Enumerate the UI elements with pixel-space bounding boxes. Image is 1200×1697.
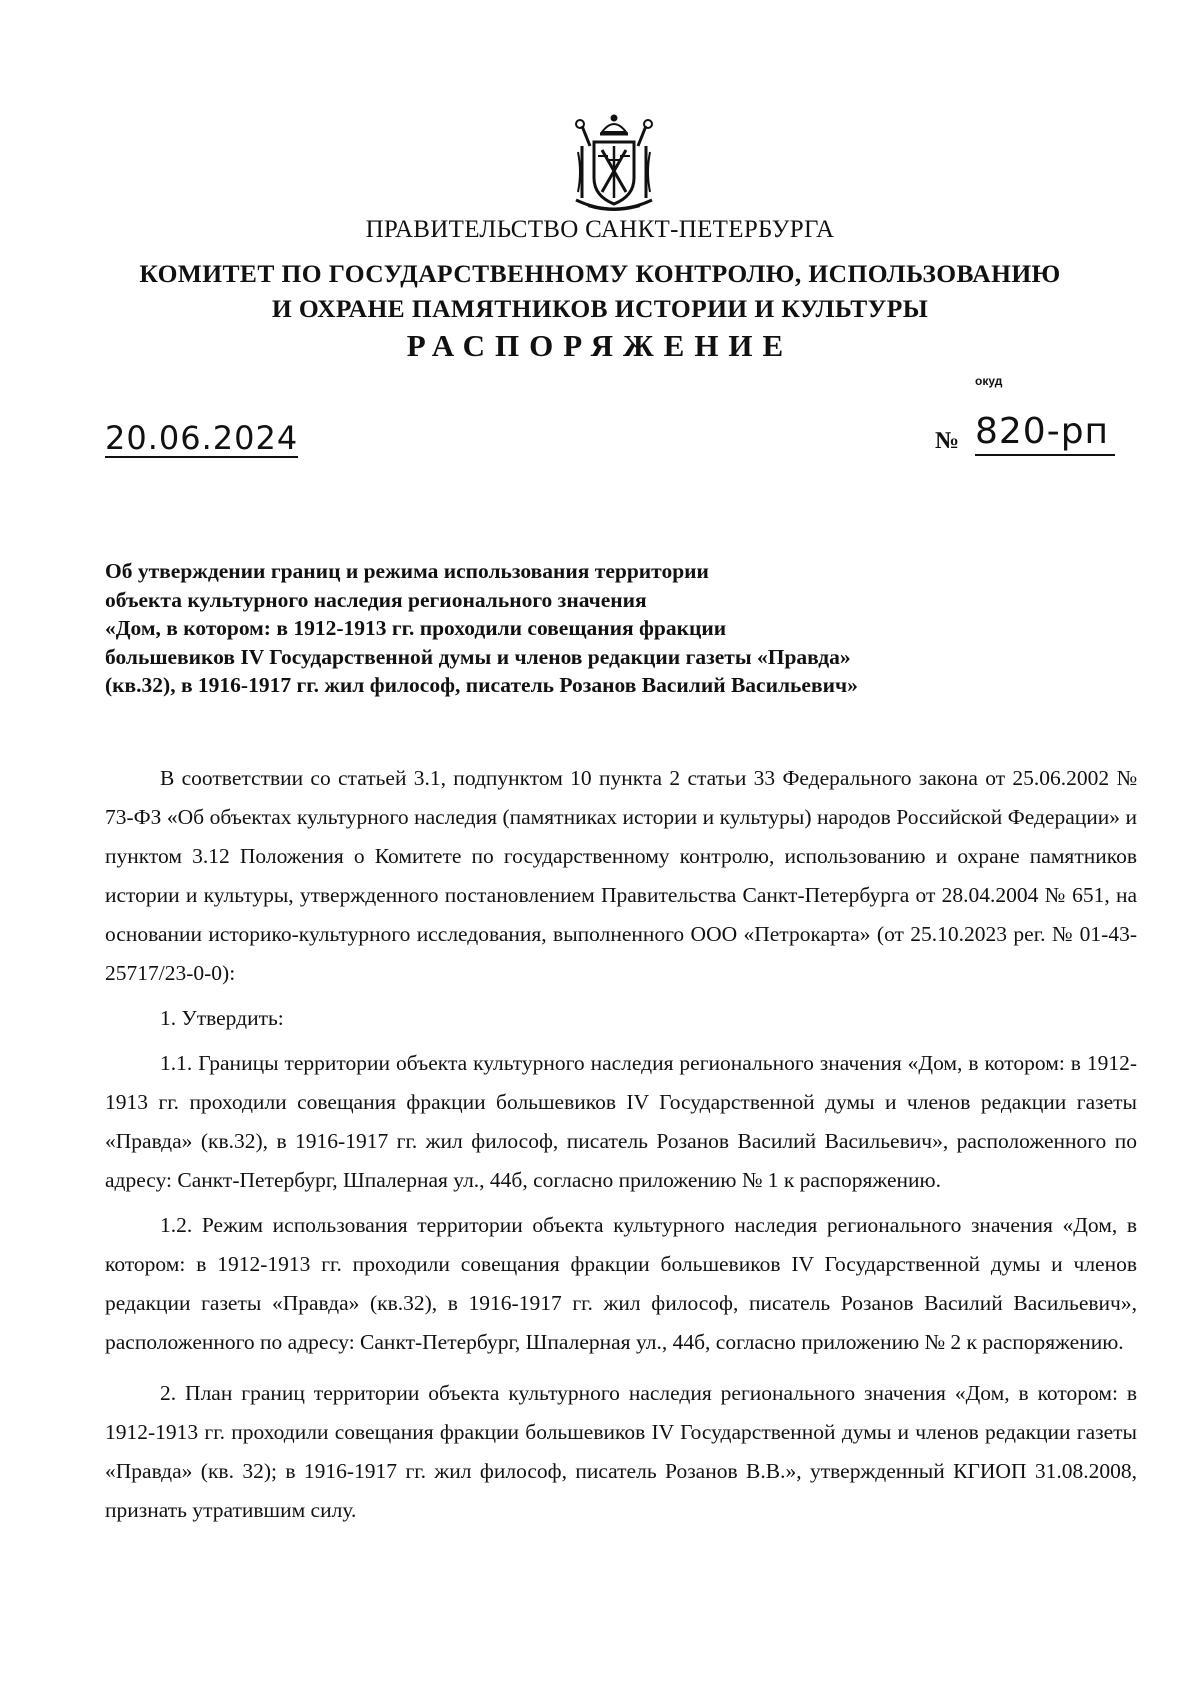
document-number: 820-рп — [975, 410, 1115, 456]
committee-title-line-1: КОМИТЕТ ПО ГОСУДАРСТВЕННОМУ КОНТРОЛЮ, ИСПОЛЬЗОВАНИЮ — [139, 259, 1061, 288]
subject-line: (кв.32), в 1916-1917 гг. жил философ, писатель Розанов Василий Васильевич» — [105, 673, 858, 697]
subject-line: большевиков IV Государственной думы и членов редакции газеты «Правда» — [105, 644, 851, 669]
subject-line: Об утверждении границ и режима использования территории — [105, 559, 709, 583]
number-sign: № — [935, 428, 960, 454]
okud-label: окуд — [975, 374, 1003, 388]
item-1-1: 1.1. Границы территории объекта культурного наследия регионального значения «Дом, в котором: в 1912-1913 гг. проходили совещания фракции большевиков IV Государственной думы и членов редакции газеты «Правда» (кв.32), в 1916-1917 гг. жил философ, писатель Розанов Василий Васильевич», расположенного по адресу: Санкт-Петербург, Шпалерная ул., 44б, согласно приложению № 1 к распоряжению. — [105, 1051, 1137, 1192]
item-1: 1. Утвердить: — [160, 1006, 284, 1030]
subject-line: объекта культурного наследия регионального значения — [105, 587, 647, 612]
document-subject — [105, 557, 1105, 700]
document-type: РАСПОРЯЖЕНИЕ — [406, 328, 794, 363]
item-2: 2. План границ территории объекта культурного наследия регионального значения «Дом, в котором: в 1912-1913 гг. проходили совещания фракции большевиков IV Государственной думы и членов редакции газеты «Правда» (кв. 32); в 1916-1917 гг. жил философ, писатель Розанов В.В.», утвержденный КГИОП 31.08.2008, признать утратившим силу. — [105, 1381, 1137, 1522]
st-petersburg-coat-of-arms-icon — [568, 112, 660, 216]
item-1-2: 1.2. Режим использования территории объекта культурного наследия регионального значения «Дом, в котором: в 1912-1913 гг. проходили совещания фракции большевиков IV Государственной думы и членов редакции газеты «Правда» (кв.32), в 1916-1917 гг. жил философ, писатель Розанов Василий Васильевич», расположенного по адресу: Санкт-Петербург, Шпалерная ул., 44б, согласно приложению № 2 к распоряжению. — [105, 1213, 1137, 1354]
government-title: ПРАВИТЕЛЬСТВО САНКТ-ПЕТЕРБУРГА — [365, 216, 835, 243]
document-body — [105, 759, 1137, 1530]
committee-title — [100, 256, 1100, 326]
subject-line: «Дом, в котором: в 1912-1913 гг. проходили совещания фракции — [105, 616, 727, 640]
document-date: 20.06.2024 — [105, 419, 299, 457]
committee-title-line-2: И ОХРАНЕ ПАМЯТНИКОВ ИСТОРИИ И КУЛЬТУРЫ — [271, 294, 929, 323]
preamble-paragraph: В соответствии со статьей 3.1, подпунктом 10 пункта 2 статьи 33 Федерального закона от 25.06.2002 № 73-ФЗ «Об объектах культурного наследия (памятниках истории и культуры) народов Российской Федерации» и пунктом 3.12 Положения о Комитете по государственному контролю, использованию и охране памятников истории и культуры, утвержденного постановлением Правительства Санкт-Петербурга от 28.04.2004 № 651, на основании историко-культурного исследования, выполненного ООО «Петрокарта» (от 25.10.2023 рег. № 01-43-25717/23-0-0): — [105, 766, 1137, 985]
